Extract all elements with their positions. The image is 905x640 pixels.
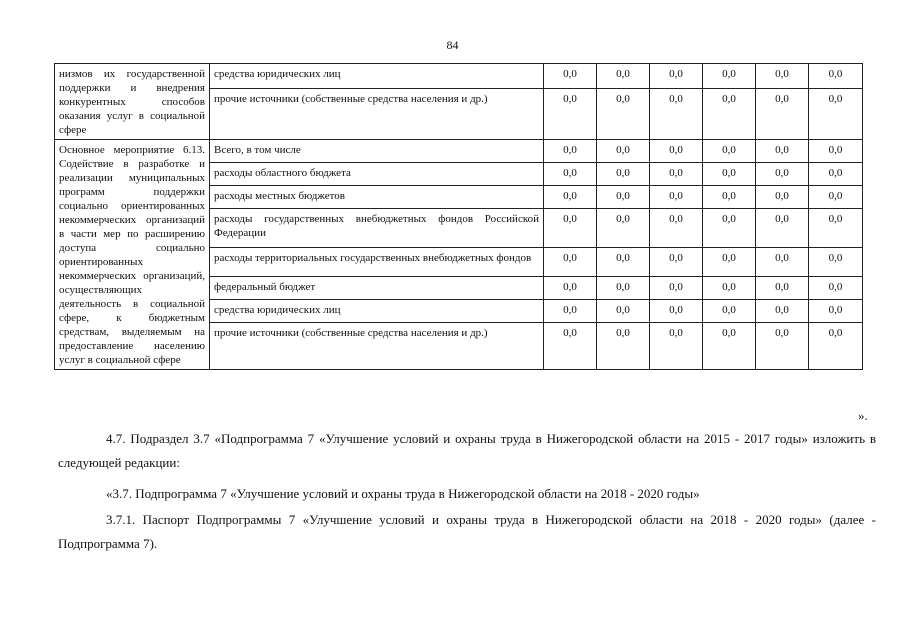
value-cell: 0,0 xyxy=(809,64,863,89)
value-cell: 0,0 xyxy=(650,64,703,89)
value-cell: 0,0 xyxy=(809,88,863,139)
value-cell: 0,0 xyxy=(597,162,650,185)
value-cell: 0,0 xyxy=(650,323,703,370)
measure-cell-continued: низмов их государственной поддержки и внедрения конкурентных способов оказания услуг в социальной сфере xyxy=(55,64,210,140)
paragraph-amendment: 4.7. Подраздел 3.7 «Подпрограмма 7 «Улучшение условий и охраны труда в Нижегородской области на 2015 - 2017 годы» изложить в следующей редакции: xyxy=(58,431,876,470)
value-cell: 0,0 xyxy=(809,208,863,247)
table-row xyxy=(55,140,863,163)
value-cell: 0,0 xyxy=(544,277,597,300)
value-cell: 0,0 xyxy=(703,300,756,323)
value-cell: 0,0 xyxy=(597,277,650,300)
value-cell: 0,0 xyxy=(756,277,809,300)
value-cell: 0,0 xyxy=(597,140,650,163)
value-cell: 0,0 xyxy=(756,247,809,277)
funding-source-cell: расходы областного бюджета xyxy=(210,162,544,185)
table-row xyxy=(55,64,863,89)
value-cell: 0,0 xyxy=(544,185,597,208)
value-cell: 0,0 xyxy=(703,88,756,139)
value-cell: 0,0 xyxy=(809,185,863,208)
funding-source-cell: прочие источники (собственные средства населения и др.) xyxy=(210,88,544,139)
value-cell: 0,0 xyxy=(703,162,756,185)
funding-source-cell: средства юридических лиц xyxy=(210,300,544,323)
value-cell: 0,0 xyxy=(597,247,650,277)
value-cell: 0,0 xyxy=(544,323,597,370)
value-cell: 0,0 xyxy=(597,323,650,370)
value-cell: 0,0 xyxy=(650,247,703,277)
measure-cell-6-13: Основное мероприятие 6.13. Содействие в разработке и реализации муниципальных программ поддержки социально ориентированных некоммерческих организаций в части мер по расширению доступа социально ориентированных некоммерческих организаций, осуществляющих деятельность в социальной сфере, к бюджетным средствам, выделяемым на предоставление населению услуг в социальной сфере xyxy=(55,140,210,370)
value-cell: 0,0 xyxy=(703,323,756,370)
funding-source-cell: расходы государственных внебюджетных фондов Российской Федерации xyxy=(210,208,544,247)
value-cell: 0,0 xyxy=(756,323,809,370)
value-cell: 0,0 xyxy=(809,162,863,185)
value-cell: 0,0 xyxy=(597,300,650,323)
paragraph-section-title: «3.7. Подпрограмма 7 «Улучшение условий и охраны труда в Нижегородской области на 2018 - 2020 годы» xyxy=(106,486,700,501)
value-cell: 0,0 xyxy=(650,140,703,163)
value-cell: 0,0 xyxy=(703,185,756,208)
value-cell: 0,0 xyxy=(544,64,597,89)
value-cell: 0,0 xyxy=(809,277,863,300)
value-cell: 0,0 xyxy=(544,88,597,139)
paragraph-passport: 3.7.1. Паспорт Подпрограммы 7 «Улучшение условий и охраны труда в Нижегородской области на 2018 - 2020 годы» (далее - Подпрограмма 7). xyxy=(58,512,876,551)
value-cell: 0,0 xyxy=(597,185,650,208)
value-cell: 0,0 xyxy=(544,208,597,247)
funding-source-cell: прочие источники (собственные средства населения и др.) xyxy=(210,323,544,370)
value-cell: 0,0 xyxy=(650,162,703,185)
funding-source-cell: Всего, в том числе xyxy=(210,140,544,163)
value-cell: 0,0 xyxy=(703,64,756,89)
value-cell: 0,0 xyxy=(703,247,756,277)
value-cell: 0,0 xyxy=(756,162,809,185)
value-cell: 0,0 xyxy=(597,64,650,89)
value-cell: 0,0 xyxy=(703,208,756,247)
funding-source-cell: средства юридических лиц xyxy=(210,64,544,89)
value-cell: 0,0 xyxy=(597,208,650,247)
value-cell: 0,0 xyxy=(544,247,597,277)
closing-quote: ». xyxy=(858,408,868,423)
value-cell: 0,0 xyxy=(809,323,863,370)
value-cell: 0,0 xyxy=(756,300,809,323)
value-cell: 0,0 xyxy=(703,140,756,163)
value-cell: 0,0 xyxy=(650,208,703,247)
value-cell: 0,0 xyxy=(650,277,703,300)
value-cell: 0,0 xyxy=(756,88,809,139)
value-cell: 0,0 xyxy=(544,300,597,323)
value-cell: 0,0 xyxy=(650,185,703,208)
funding-source-cell: расходы местных бюджетов xyxy=(210,185,544,208)
funding-source-cell: расходы территориальных государственных внебюджетных фондов xyxy=(210,247,544,277)
value-cell: 0,0 xyxy=(544,162,597,185)
budget-table xyxy=(54,63,863,370)
value-cell: 0,0 xyxy=(809,140,863,163)
value-cell: 0,0 xyxy=(756,185,809,208)
funding-source-cell: федеральный бюджет xyxy=(210,277,544,300)
value-cell: 0,0 xyxy=(809,247,863,277)
value-cell: 0,0 xyxy=(597,88,650,139)
value-cell: 0,0 xyxy=(756,208,809,247)
page-number: 84 xyxy=(446,38,459,52)
value-cell: 0,0 xyxy=(650,300,703,323)
value-cell: 0,0 xyxy=(650,88,703,139)
value-cell: 0,0 xyxy=(809,300,863,323)
value-cell: 0,0 xyxy=(703,277,756,300)
value-cell: 0,0 xyxy=(544,140,597,163)
value-cell: 0,0 xyxy=(756,64,809,89)
value-cell: 0,0 xyxy=(756,140,809,163)
